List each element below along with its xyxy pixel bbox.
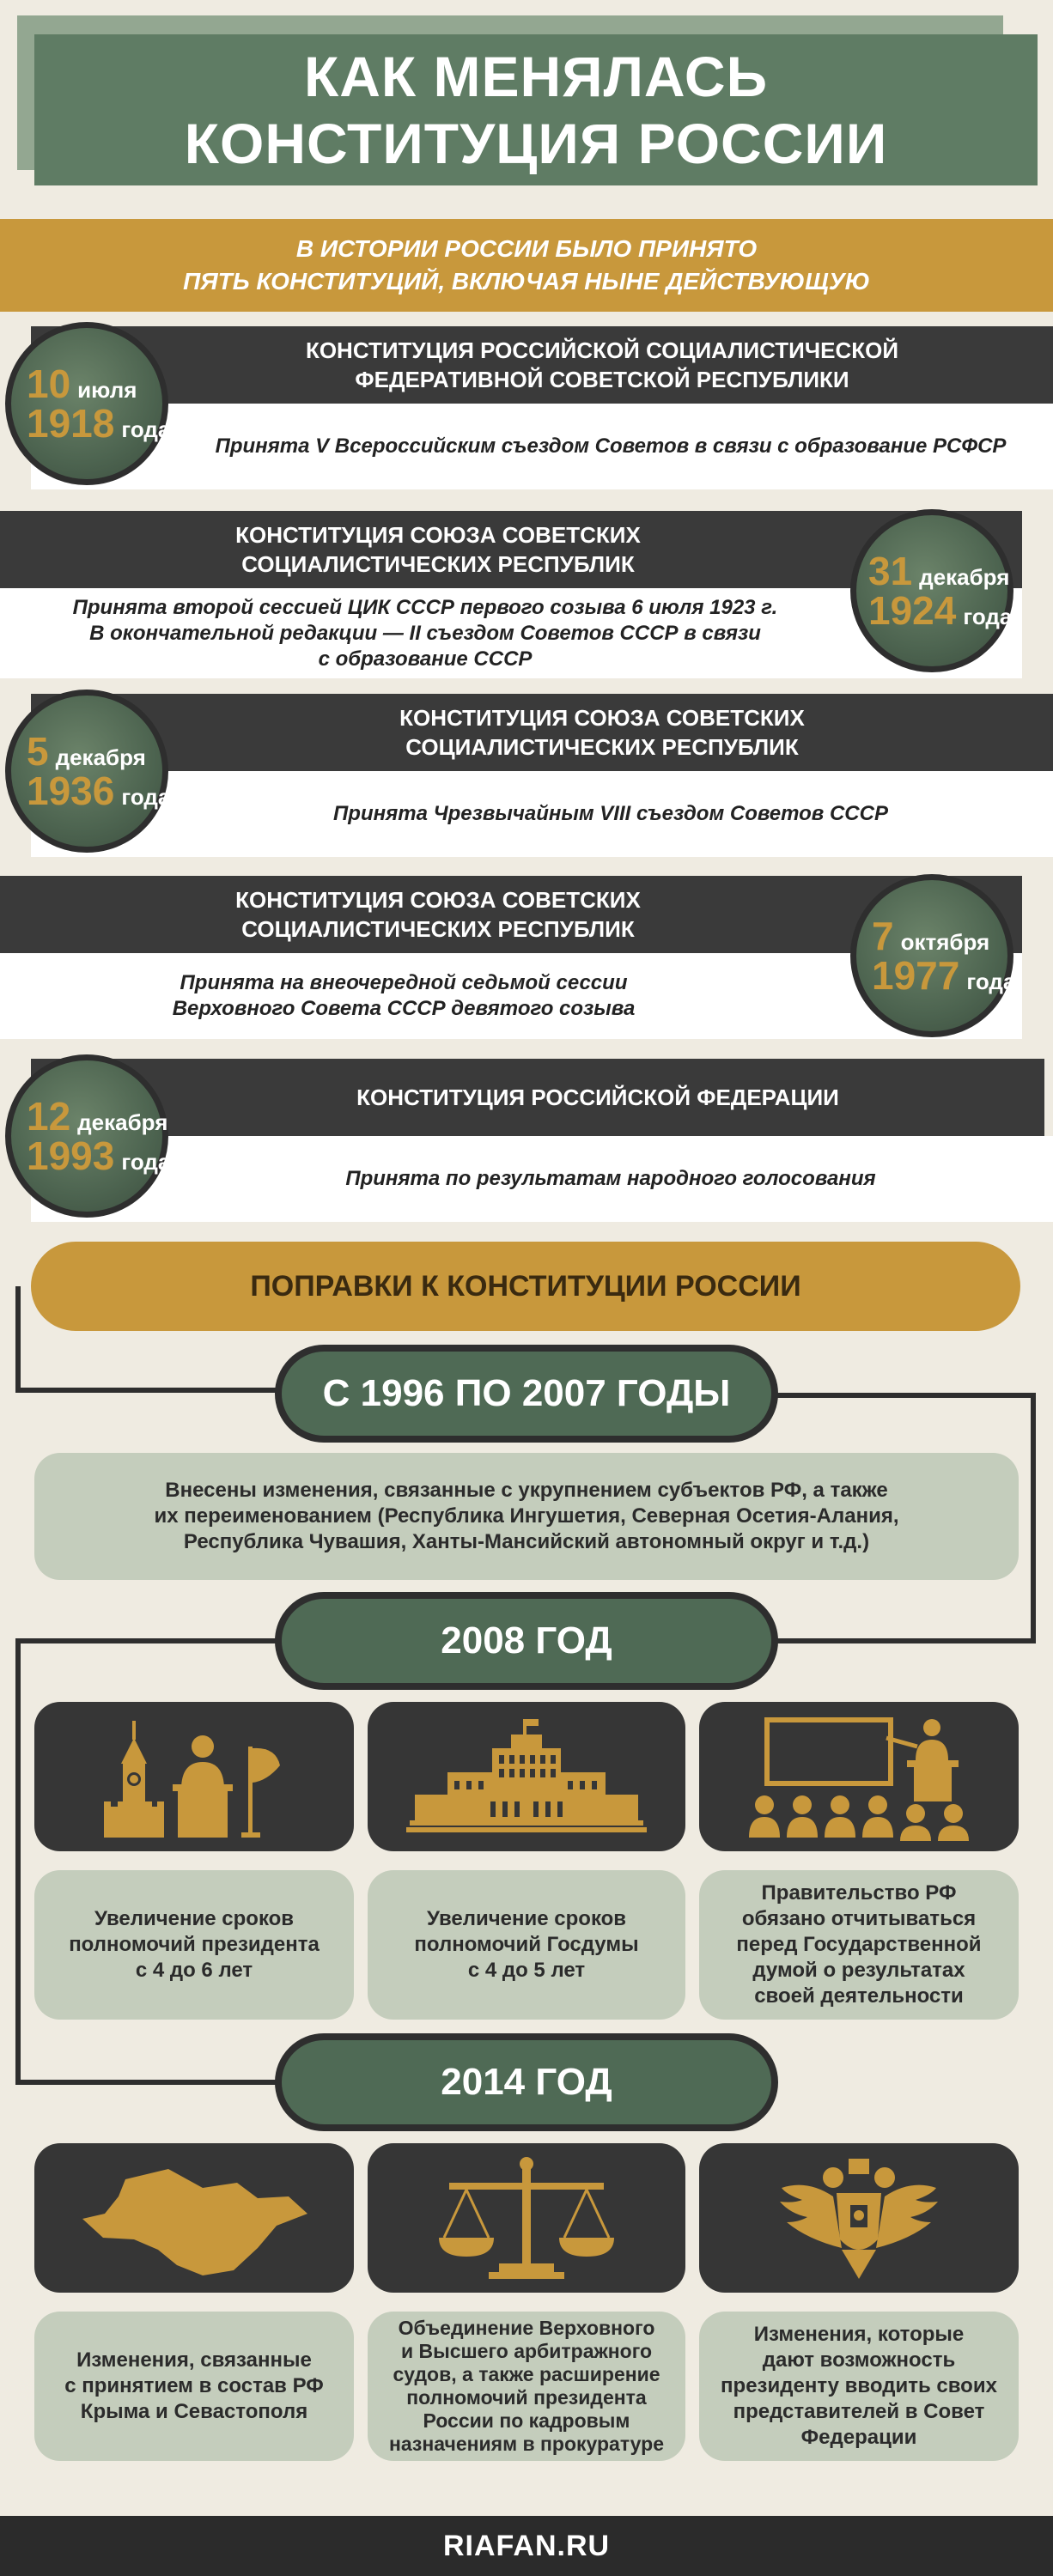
date-circle bbox=[5, 690, 171, 853]
connector-line bbox=[773, 1393, 1036, 1398]
amendment-2008-president: Увеличение сроков полномочий президента с 4 до 6 лет bbox=[34, 1870, 354, 2020]
connector-line bbox=[15, 2080, 290, 2085]
constitution-description: Принята V Всероссийским съездом Советов в связи с образование РСФСР bbox=[31, 404, 1053, 489]
date-day: 10 bbox=[27, 361, 71, 406]
amendment-2008-duma: Увеличение сроков полномочий Госдумы с 4 до 5 лет bbox=[368, 1870, 685, 2020]
connector-line bbox=[15, 1388, 290, 1393]
connector-line bbox=[773, 1638, 1036, 1643]
period-1996-2007: С 1996 ПО 2007 ГОДЫ bbox=[275, 1345, 778, 1443]
date-year-word: года bbox=[966, 969, 1016, 994]
intro-line-2: ПЯТЬ КОНСТИТУЦИЙ, ВКЛЮЧАЯ НЫНЕ ДЕЙСТВУЮЩУЮ bbox=[183, 268, 870, 295]
date-day: 12 bbox=[27, 1094, 71, 1139]
connector-line bbox=[15, 1286, 21, 1393]
date-month: июля bbox=[77, 377, 137, 403]
icon-box bbox=[699, 2143, 1019, 2293]
icon-box bbox=[699, 1702, 1019, 1851]
date-day: 31 bbox=[868, 549, 913, 593]
constitution-description: Принята на внеочередной седьмой сессии Верховного Совета СССР девятого созыва bbox=[0, 953, 1022, 1039]
date-circle bbox=[850, 509, 1013, 672]
scales-icon bbox=[432, 2154, 621, 2282]
period-2008: 2008 ГОД bbox=[275, 1592, 778, 1690]
date-year-word: года bbox=[121, 416, 171, 442]
date-year-word: года bbox=[121, 784, 171, 810]
constitution-description: Принята по результатам народного голосования bbox=[31, 1136, 1053, 1222]
date-circle bbox=[5, 1054, 171, 1218]
date-year-word: года bbox=[963, 604, 1013, 629]
connector-line bbox=[15, 1638, 290, 1643]
period-1996-2007-text: Внесены изменения, связанные с укрупнением субъектов РФ, а также их переименованием (Республика Ингушетия, Северная Осетия-Алания, Республика Чувашия, Ханты-Мансийский автономный округ и т.д.) bbox=[34, 1453, 1019, 1580]
constitution-title: КОНСТИТУЦИЯ СОЮЗА СОВЕТСКИХ СОЦИАЛИСТИЧЕСКИХ РЕСПУБЛИК bbox=[0, 511, 1022, 588]
date-year: 1993 bbox=[27, 1133, 115, 1178]
date-year: 1924 bbox=[868, 588, 957, 633]
date-circle bbox=[5, 322, 171, 485]
amendment-2014-crimea: Изменения, связанные с принятием в состав РФ Крыма и Севастополя bbox=[34, 2312, 354, 2461]
intro-band bbox=[0, 219, 1053, 312]
icon-box bbox=[34, 2143, 354, 2293]
amendment-2008-government: Правительство РФ обязано отчитываться перед Государственной думой о результатах своей деятельности bbox=[699, 1870, 1019, 2020]
crimea-map-icon bbox=[74, 2154, 314, 2282]
date-day: 5 bbox=[27, 729, 49, 774]
date-day: 7 bbox=[872, 914, 894, 958]
amendment-2014-courts: Объединение Верховного и Высшего арбитражного судов, а также расширение полномочий президента России по кадровым назначениям в прокуратуре bbox=[368, 2312, 685, 2461]
icon-box bbox=[368, 1702, 685, 1851]
constitution-description: Принята второй сессией ЦИК СССР первого созыва 6 июля 1923 г. В окончательной редакции — II съездом Советов СССР в связи с образование СССР bbox=[0, 588, 1022, 678]
date-month: декабря bbox=[919, 564, 1010, 590]
constitution-title: КОНСТИТУЦИЯ СОЮЗА СОВЕТСКИХ СОЦИАЛИСТИЧЕСКИХ РЕСПУБЛИК bbox=[0, 876, 1022, 953]
page-title bbox=[34, 34, 1038, 185]
date-circle bbox=[850, 874, 1016, 1037]
connector-line bbox=[1031, 1393, 1036, 1642]
date-year: 1918 bbox=[27, 401, 115, 446]
amendment-2014-federation-council: Изменения, которые дают возможность президенту вводить своих представителей в Совет Федерации bbox=[699, 2312, 1019, 2461]
icon-box bbox=[34, 1702, 354, 1851]
footer-source: RIAFAN.RU bbox=[0, 2516, 1053, 2576]
duma-building-icon bbox=[406, 1712, 647, 1841]
constitution-title: КОНСТИТУЦИЯ СОЮЗА СОВЕТСКИХ СОЦИАЛИСТИЧЕСКИХ РЕСПУБЛИК bbox=[31, 694, 1053, 771]
title-line-1: КАК МЕНЯЛАСЬ bbox=[303, 45, 769, 108]
date-year: 1936 bbox=[27, 769, 115, 813]
date-month: декабря bbox=[77, 1109, 168, 1135]
kremlin-president-icon bbox=[95, 1712, 293, 1841]
date-month: октября bbox=[900, 929, 990, 955]
date-month: декабря bbox=[55, 744, 146, 770]
intro-line-1: В ИСТОРИИ РОССИИ БЫЛО ПРИНЯТО bbox=[295, 235, 758, 262]
coat-of-arms-icon bbox=[773, 2154, 945, 2282]
date-year-word: года bbox=[121, 1149, 171, 1175]
date-year: 1977 bbox=[872, 953, 960, 998]
speaker-audience-icon bbox=[739, 1712, 979, 1841]
amendments-heading: ПОПРАВКИ К КОНСТИТУЦИИ РОССИИ bbox=[31, 1242, 1020, 1331]
connector-line bbox=[15, 1638, 21, 2083]
title-line-2: КОНСТИТУЦИЯ РОССИИ bbox=[184, 112, 888, 175]
constitution-title: КОНСТИТУЦИЯ РОССИЙСКОЙ ФЕДЕРАЦИИ bbox=[31, 1059, 1044, 1136]
icon-box bbox=[368, 2143, 685, 2293]
constitution-description: Принята Чрезвычайным VIII съездом Советов СССР bbox=[31, 771, 1053, 857]
constitution-title: КОНСТИТУЦИЯ РОССИЙСКОЙ СОЦИАЛИСТИЧЕСКОЙ ФЕДЕРАТИВНОЙ СОВЕТСКОЙ РЕСПУБЛИКИ bbox=[31, 326, 1053, 404]
period-2014: 2014 ГОД bbox=[275, 2033, 778, 2131]
